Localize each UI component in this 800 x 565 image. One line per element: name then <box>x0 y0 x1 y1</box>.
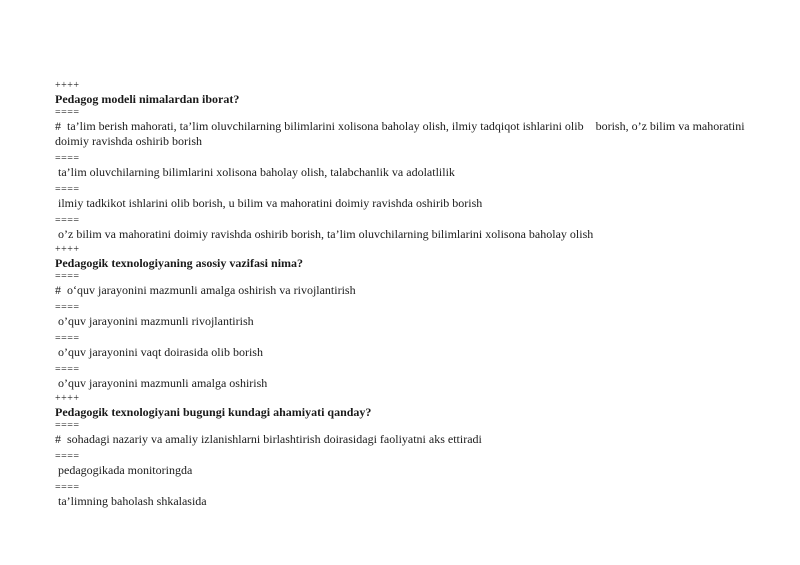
option-separator: ==== <box>55 364 80 375</box>
option-separator: ==== <box>55 333 80 344</box>
option-separator: ==== <box>55 215 80 226</box>
block-start-marker: ++++ <box>55 244 80 255</box>
answer-option: o’z bilim va mahoratini doimiy ravishda oshirib borish, ta’lim oluvchilarning bilimlarini xolisona baholay olish <box>55 227 594 241</box>
option-separator: ==== <box>55 420 80 431</box>
answer-option-correct: # ta’lim berish mahorati, ta’lim oluvchilarning bilimlarini xolisona baholay olish, ilmiy tadqiqot ishlarini olib borish, o’z bilim va mahoratini doimiy ravishda oshirib borish <box>55 119 748 148</box>
question-block <box>55 245 755 391</box>
question-text: Pedagogik texnologiyani bugungi kundagi ahamiyati qanday? <box>55 405 372 419</box>
option-separator: ==== <box>55 184 80 195</box>
answer-option: o’quv jarayonini mazmunli rivojlantirish <box>55 314 254 328</box>
answer-option-correct: # o‘quv jarayonini mazmunli amalga oshirish va rivojlantirish <box>55 283 356 297</box>
answer-option: o’quv jarayonini vaqt doirasida olib borish <box>55 345 263 359</box>
option-separator: ==== <box>55 271 80 282</box>
question-block <box>55 394 755 509</box>
block-start-marker: ++++ <box>55 393 80 404</box>
option-separator: ==== <box>55 482 80 493</box>
answer-option: pedagogikada monitoringda <box>55 463 193 477</box>
answer-option: ilmiy tadkikot ishlarini olib borish, u bilim va mahoratini doimiy ravishda oshirib borish <box>55 196 483 210</box>
answer-option: o’quv jarayonini mazmunli amalga oshirish <box>55 376 268 390</box>
block-start-marker: ++++ <box>55 80 80 91</box>
question-text: Pedagogik texnologiyaning asosiy vazifasi nima? <box>55 256 304 270</box>
answer-option-correct: # sohadagi nazariy va amaliy izlanishlarni birlashtirish doirasidagi faoliyatni aks ettiradi <box>55 432 482 446</box>
option-separator: ==== <box>55 302 80 313</box>
option-separator: ==== <box>55 107 80 118</box>
document-page <box>55 81 755 514</box>
question-block <box>55 81 755 242</box>
answer-option: ta’limning baholash shkalasida <box>55 494 207 508</box>
question-text: Pedagog modeli nimalardan iborat? <box>55 92 240 106</box>
option-separator: ==== <box>55 451 80 462</box>
answer-option: ta’lim oluvchilarning bilimlarini xolisona baholay olish, talabchanlik va adolatlilik <box>55 165 455 179</box>
option-separator: ==== <box>55 153 80 164</box>
